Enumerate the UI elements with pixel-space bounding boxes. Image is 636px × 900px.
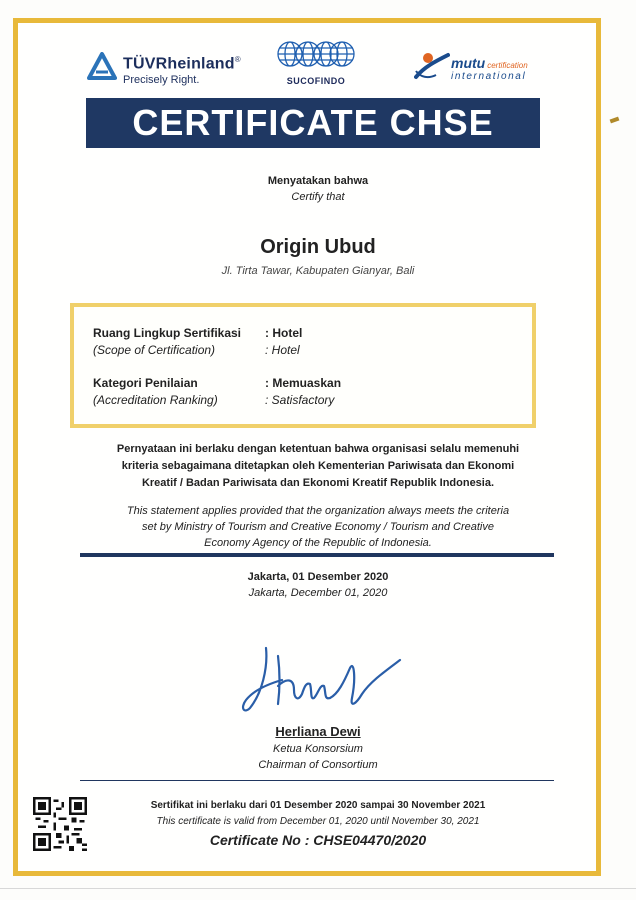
handwritten-signature — [238, 638, 408, 718]
statement-en: Certify that — [291, 191, 345, 203]
ranking-label-en: (Accreditation Ranking) — [93, 393, 218, 407]
holder-address: Jl. Tirta Tawar, Kabupaten Gianyar, Bali — [221, 265, 415, 277]
mutu-international-logo — [414, 45, 544, 87]
signatory-title-id: Ketua Konsorsium — [273, 743, 363, 755]
scan-edge-line — [0, 888, 636, 889]
terms-en-line: This statement applies provided that the organization always meets the criteria — [126, 505, 510, 517]
sucofindo-name: SUCOFINDO — [286, 76, 346, 86]
sucofindo-logo — [274, 36, 358, 92]
tuv-rheinland-logo — [87, 50, 247, 90]
certificate-title-banner: CERTIFICATE CHSE — [86, 98, 540, 148]
tuv-triangle-icon — [87, 52, 117, 80]
scope-label-en: (Scope of Certification) — [93, 343, 216, 357]
holder-name: Origin Ubud — [260, 236, 376, 258]
terms-id-line: kriteria sebagaimana ditetapkan oleh Kementerian Pariwisata dan Ekonomi — [121, 460, 515, 472]
issue-date-id: Jakarta, 01 Desember 2020 — [247, 571, 389, 583]
tuv-tagline: Precisely Right. — [123, 74, 200, 86]
terms-id-line: Pernyataan ini berlaku dengan ketentuan bahwa organisasi selalu memenuhi — [116, 443, 520, 455]
stray-mark — [610, 117, 620, 124]
ranking-label-id: Kategori Penilaian — [93, 376, 198, 390]
certificate-number: Certificate No : CHSE04470/2020 — [209, 832, 427, 848]
mutu-international-text: international — [451, 71, 527, 82]
terms-id-line: Kreatif / Badan Pariwisata dan Ekonomi Kreatif Republik Indonesia. — [141, 477, 495, 489]
divider-rule — [80, 553, 554, 557]
validity-id: Sertifikat ini berlaku dari 01 Desember 2020 sampai 30 November 2021 — [150, 800, 486, 811]
tuv-name: TÜVRheinland® — [123, 55, 241, 73]
mutu-name: mutu certification — [451, 55, 528, 71]
certification-details-box — [70, 303, 536, 428]
ranking-value-id: : Memuaskan — [265, 376, 342, 390]
signatory-title-en: Chairman of Consortium — [258, 759, 378, 771]
mutu-swoosh-icon — [414, 49, 450, 83]
globe-icon — [276, 36, 356, 74]
divider-rule-thin — [80, 780, 554, 781]
scope-value-en: : Hotel — [265, 343, 300, 357]
terms-en-line: set by Ministry of Tourism and Creative Economy / Tourism and Creative — [142, 521, 494, 533]
issue-date-en: Jakarta, December 01, 2020 — [248, 587, 388, 599]
terms-en-line: Economy Agency of the Republic of Indonesia. — [204, 537, 432, 549]
statement-id: Menyatakan bahwa — [267, 175, 369, 187]
validity-en: This certificate is valid from December 01, 2020 until November 30, 2021 — [156, 816, 480, 827]
scope-value-id: : Hotel — [265, 326, 303, 340]
signatory-name: Herliana Dewi — [275, 724, 361, 739]
scope-label-id: Ruang Lingkup Sertifikasi — [93, 326, 242, 340]
ranking-value-en: : Satisfactory — [265, 393, 335, 407]
